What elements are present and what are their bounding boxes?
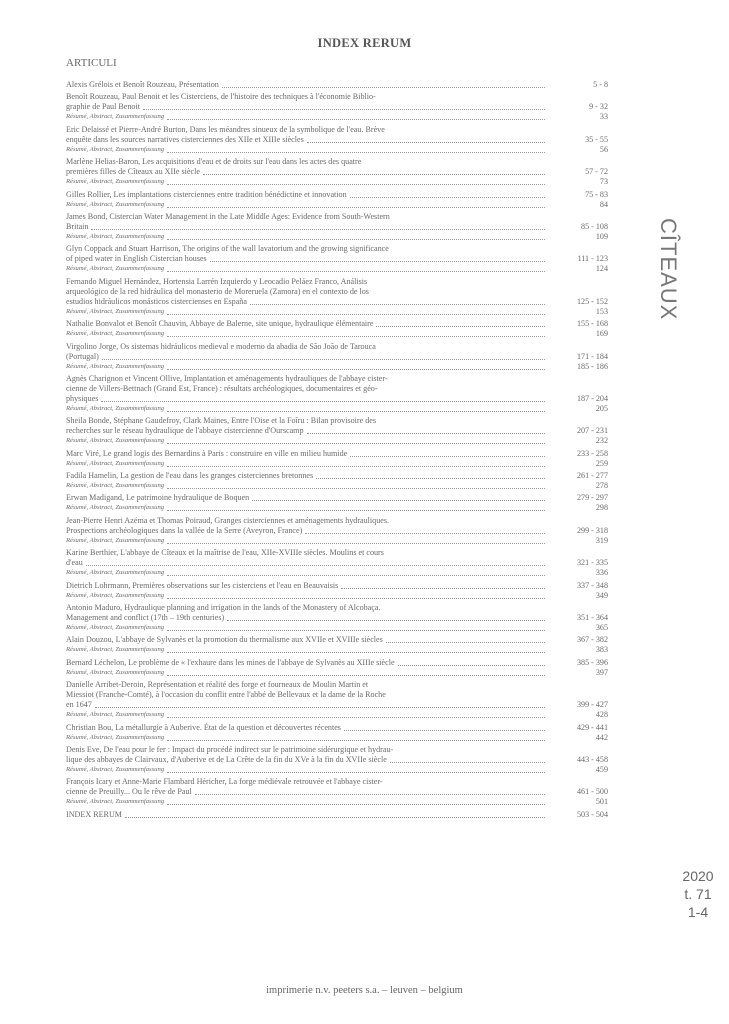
entry-text: estudios hidráulicos monásticos cistercienses en España	[66, 296, 247, 306]
page-range: 261 - 277	[576, 471, 608, 481]
dot-leader	[252, 500, 545, 501]
page-range: 169	[595, 329, 608, 339]
toc-entry	[66, 416, 608, 446]
toc-line	[66, 167, 608, 177]
toc-line	[66, 244, 608, 254]
toc-line	[66, 548, 608, 558]
entry-text: INDEX RERUM	[66, 809, 122, 819]
page-range: 428	[595, 710, 608, 720]
entry-text: Fernando Miguel Hernández, Hortensia Larrén Izquierdo y Leocadio Peláez Franco, Análisis	[66, 276, 368, 286]
toc-entry	[66, 658, 608, 678]
journal-side-title: CÎTEAUX	[656, 218, 681, 321]
dot-leader	[350, 456, 545, 457]
page-range: 443 - 458	[576, 754, 608, 764]
dot-leader	[167, 740, 545, 741]
page-range: 397	[595, 667, 608, 677]
toc-line	[66, 613, 608, 623]
toc-summary-line	[66, 733, 608, 743]
page-range: 84	[599, 199, 608, 209]
entry-text: Erwan Madigand, Le patrimoine hydraulique de Boquen	[66, 493, 250, 503]
toc-line	[66, 635, 608, 645]
toc-entry	[66, 493, 608, 513]
entry-text: Denis Eve, De l'eau pour le fer : Impact du procédé indirect sur le patrimoine sidérurgique et hydrau-	[66, 744, 394, 754]
toc-summary-line	[66, 536, 608, 546]
dot-leader	[227, 620, 545, 621]
toc-entry	[66, 125, 608, 155]
summary-label: Résumé, Abstract, Zusammenfassung	[66, 624, 165, 632]
dot-leader	[167, 804, 545, 805]
toc-summary-line	[66, 112, 608, 122]
page-range: 383	[595, 645, 608, 655]
page-range: 73	[599, 177, 608, 187]
page-range: 75 - 83	[585, 189, 608, 199]
dot-leader	[143, 109, 545, 110]
summary-label: Résumé, Abstract, Zusammenfassung	[66, 569, 165, 577]
section-heading: ARTICULI	[66, 57, 117, 69]
toc-line	[66, 297, 608, 307]
toc-line	[66, 394, 608, 404]
summary-label: Résumé, Abstract, Zusammenfassung	[66, 711, 165, 719]
toc-entry	[66, 449, 608, 469]
toc-entry	[66, 603, 608, 633]
page-range: 337 - 348	[576, 580, 608, 590]
toc-entry	[66, 471, 608, 491]
toc-line	[66, 810, 608, 820]
summary-label: Résumé, Abstract, Zusammenfassung	[66, 591, 165, 599]
toc-entry	[66, 745, 608, 775]
toc-line	[66, 212, 608, 222]
dot-leader	[167, 184, 545, 185]
dot-leader	[203, 174, 545, 175]
entry-text: arqueológico de la red hidráulica del monasterio de Moreruela (Zamora) en el contexto de los	[66, 286, 369, 296]
entry-text: Alain Douzou, L'abbaye de Sylvanès et la promotion du thermalisme aux XVIIe et XVIIIe siècles	[66, 635, 383, 645]
volume-issue: 1-4	[687, 904, 709, 920]
page-range: 298	[595, 503, 608, 513]
entry-text: Eric Delaissé et Pierre-André Burton, Dans les méandres sinueux de la symbolique de l'eau. Brève	[66, 124, 385, 134]
page-range: 56	[599, 144, 608, 154]
page-range: 299 - 318	[576, 525, 608, 535]
toc-line	[66, 135, 608, 145]
dot-leader	[101, 401, 545, 402]
dot-leader	[167, 152, 545, 153]
toc-entry	[66, 157, 608, 187]
page-range: 459	[595, 764, 608, 774]
page-range: 385 - 396	[576, 657, 608, 667]
dot-leader	[350, 197, 545, 198]
toc-line	[66, 384, 608, 394]
summary-label: Résumé, Abstract, Zusammenfassung	[66, 798, 165, 806]
toc-entry	[66, 516, 608, 546]
dot-leader	[167, 598, 545, 599]
toc-summary-line	[66, 765, 608, 775]
toc-line	[66, 700, 608, 710]
dot-leader	[167, 207, 545, 208]
dot-leader	[398, 665, 545, 666]
entry-text: Nathalie Bonvalot et Benoît Chauvin, Abbaye de Balerne, site unique, hydraulique élémentaire	[66, 319, 374, 329]
toc-summary-line	[66, 264, 608, 274]
dot-leader	[167, 488, 545, 489]
dot-leader	[167, 443, 545, 444]
toc-summary-line	[66, 797, 608, 807]
entry-text: Glyn Coppack and Stuart Harrison, The origins of the wall lavatorium and the growing significance	[66, 244, 389, 254]
toc-line	[66, 287, 608, 297]
toc-line	[66, 374, 608, 384]
page-range: 319	[595, 535, 608, 545]
toc-summary-line	[66, 145, 608, 155]
page-range: 109	[595, 231, 608, 241]
summary-label: Résumé, Abstract, Zusammenfassung	[66, 668, 165, 676]
page-range: 205	[595, 403, 608, 413]
volume-year: 2020	[682, 868, 714, 884]
page-range: 278	[595, 481, 608, 491]
toc-entry	[66, 190, 608, 210]
toc-entry	[66, 342, 608, 372]
toc-entry	[66, 777, 608, 807]
toc-line	[66, 80, 608, 90]
dot-leader	[307, 433, 545, 434]
toc-entry	[66, 548, 608, 578]
entry-text: Danielle Arribet-Deroin, Représentation et réalité des forge et fourneaux de Moulin Martin et	[66, 680, 369, 690]
dot-leader	[167, 675, 545, 676]
page-range: 399 - 427	[576, 700, 608, 710]
toc-line	[66, 723, 608, 733]
page-range: 207 - 231	[576, 426, 608, 436]
toc-line	[66, 254, 608, 264]
toc-summary-line	[66, 200, 608, 210]
dot-leader	[167, 314, 545, 315]
entry-text: Karine Berthier, L'abbaye de Cîteaux et la maîtrise de l'eau, XIIe-XVIIIe siècles. Moulins et cours	[66, 548, 384, 558]
entry-text: cienne de Preuilly... Ou le rêve de Paul	[66, 787, 192, 797]
toc-summary-line	[66, 404, 608, 414]
toc-line	[66, 157, 608, 167]
page-range: 233 - 258	[576, 448, 608, 458]
entry-text: d'eau	[66, 558, 83, 568]
dot-leader	[307, 142, 545, 143]
page-range: 5 - 8	[593, 80, 608, 89]
entry-text: Marlène Helias-Baron, Les acquisitions d'eau et de droits sur l'eau dans les actes des quatre	[66, 157, 362, 167]
page-range: 85 - 108	[581, 221, 608, 231]
page-title: INDEX RERUM	[317, 36, 412, 50]
toc-entry	[66, 92, 608, 122]
toc-line	[66, 190, 608, 200]
dot-leader	[250, 304, 545, 305]
entry-text: Christian Bou, La métallurgie à Auberive. État de la question et découvertes récentes	[66, 722, 341, 732]
toc-line	[66, 449, 608, 459]
dot-leader	[167, 543, 545, 544]
toc-summary-line	[66, 436, 608, 446]
toc-entry	[66, 80, 608, 90]
summary-label: Résumé, Abstract, Zusammenfassung	[66, 536, 165, 544]
toc-line	[66, 222, 608, 232]
toc-summary-line	[66, 459, 608, 469]
toc-entry	[66, 212, 608, 242]
summary-label: Résumé, Abstract, Zusammenfassung	[66, 459, 165, 467]
toc-line	[66, 680, 608, 690]
toc-line	[66, 581, 608, 591]
toc-entry	[66, 244, 608, 274]
summary-label: Résumé, Abstract, Zusammenfassung	[66, 200, 165, 208]
dot-leader	[95, 707, 545, 708]
summary-label: Résumé, Abstract, Zusammenfassung	[66, 437, 165, 445]
summary-label: Résumé, Abstract, Zusammenfassung	[66, 232, 165, 240]
toc-line	[66, 342, 608, 352]
entry-text: Prospections archéologiques dans la vallée de la Serre (Aveyron, France)	[66, 525, 303, 535]
page-range: 429 - 441	[576, 722, 608, 732]
dot-leader	[376, 326, 545, 327]
entry-text: Gilles Rollier, Les implantations cisterciennes entre tradition bénédictine et innovation	[66, 189, 347, 199]
dot-leader	[195, 794, 545, 795]
dot-leader	[102, 359, 545, 360]
dot-leader	[167, 652, 545, 653]
page-range: 501	[595, 797, 608, 807]
entry-text: of piped water in English Cistercian houses	[66, 254, 207, 264]
toc-line	[66, 603, 608, 613]
page-range: 33	[599, 112, 608, 122]
toc-summary-line	[66, 481, 608, 491]
toc-summary-line	[66, 177, 608, 187]
dot-leader	[222, 87, 545, 88]
toc-line	[66, 125, 608, 135]
dot-leader	[167, 772, 545, 773]
dot-leader	[316, 478, 545, 479]
dot-leader	[167, 630, 545, 631]
dot-leader	[210, 261, 545, 262]
summary-label: Résumé, Abstract, Zusammenfassung	[66, 404, 165, 412]
entry-text: (Portugal)	[66, 351, 99, 361]
dot-leader	[167, 717, 545, 718]
toc-line	[66, 658, 608, 668]
entry-text: premières filles de Cîteaux au XIIe siècle	[66, 167, 200, 177]
page-range: 232	[595, 436, 608, 446]
entry-text: Fadila Hamelin, La gestion de l'eau dans les granges cisterciennes bretonnes	[66, 471, 314, 481]
dot-leader	[167, 271, 545, 272]
dot-leader	[125, 817, 545, 818]
toc-line	[66, 787, 608, 797]
dot-leader	[167, 336, 545, 337]
entry-text: Bernard Léchelon, Le problème de « l'exhaure dans les mines de l'abbaye de Sylvanès au XIIIe siècle	[66, 657, 395, 667]
entry-text: Sheila Bonde, Stéphane Gaudefroy, Clark Maines, Entre l'Oise et la Foîru : Bilan provisoire des	[66, 416, 377, 426]
entry-text: Marc Viré, Le grand logis des Bernardins à Paris : construire en ville en milieu humide	[66, 448, 348, 458]
page-range: 442	[595, 732, 608, 742]
dot-leader	[167, 411, 545, 412]
toc-line	[66, 777, 608, 787]
entry-text: Antonio Maduro, Hydraulique planning and irrigation in the lands of the Monastery of Alcobaça.	[66, 603, 381, 613]
volume-tome: t. 71	[684, 886, 712, 902]
dot-leader	[167, 510, 545, 511]
toc-entry	[66, 277, 608, 317]
entry-text: enquête dans les sources narratives cisterciennes des XIIe et XIIIe siècles	[66, 134, 304, 144]
summary-label: Résumé, Abstract, Zusammenfassung	[66, 765, 165, 773]
toc-summary-line	[66, 329, 608, 339]
toc-summary-line	[66, 503, 608, 513]
toc-line	[66, 319, 608, 329]
page-range: 367 - 382	[576, 635, 608, 645]
dot-leader	[167, 239, 545, 240]
table-of-contents	[66, 80, 608, 820]
entry-text: Dietrich Lohrmann, Premières observations sur les cisterciens et l'eau en Beauvaisis	[66, 580, 339, 590]
dot-leader	[305, 533, 545, 534]
entry-text: lique des abbayes de Clairvaux, d'Auberive et de La Crête de la fin du XVe à la fin du XVIIe siècle	[66, 754, 387, 764]
toc-summary-line	[66, 568, 608, 578]
page-range: 259	[595, 458, 608, 468]
toc-line	[66, 526, 608, 536]
summary-label: Résumé, Abstract, Zusammenfassung	[66, 504, 165, 512]
toc-line	[66, 745, 608, 755]
toc-summary-line	[66, 623, 608, 633]
toc-summary-line	[66, 362, 608, 372]
toc-line	[66, 493, 608, 503]
toc-entry	[66, 374, 608, 414]
toc-entry	[66, 581, 608, 601]
toc-summary-line	[66, 710, 608, 720]
dot-leader	[86, 565, 545, 566]
summary-label: Résumé, Abstract, Zusammenfassung	[66, 362, 165, 370]
page-range: 187 - 204	[576, 393, 608, 403]
summary-label: Résumé, Abstract, Zusammenfassung	[66, 178, 165, 186]
entry-text: physiques	[66, 393, 99, 403]
page-range: 336	[595, 568, 608, 578]
entry-text: Jean-Pierre Henri Azéma et Thomas Poiraud, Granges cisterciennes et aménagements hydrauliques.	[66, 515, 390, 525]
entry-text: François Icary et Anne-Marie Flambard Héricher, La forge médiévale retrouvée et l'abbaye cister-	[66, 777, 383, 787]
toc-summary-line	[66, 645, 608, 655]
toc-line	[66, 558, 608, 568]
toc-summary-line	[66, 232, 608, 242]
toc-entry	[66, 635, 608, 655]
summary-label: Résumé, Abstract, Zusammenfassung	[66, 482, 165, 490]
toc-summary-line	[66, 307, 608, 317]
dot-leader	[386, 642, 545, 643]
page-range: 155 - 168	[576, 319, 608, 329]
summary-label: Résumé, Abstract, Zusammenfassung	[66, 330, 165, 338]
summary-label: Résumé, Abstract, Zusammenfassung	[66, 307, 165, 315]
dot-leader	[167, 119, 545, 120]
page-range: 171 - 184	[576, 351, 608, 361]
page-range: 461 - 500	[576, 787, 608, 797]
toc-summary-line	[66, 668, 608, 678]
toc-entry	[66, 319, 608, 339]
entry-text: Agnès Charignon et Vincent Ollive, Implantation et aménagements hydrauliques de l'abbaye cister-	[66, 373, 388, 383]
entry-text: Management and conflict (17th – 19th centuries)	[66, 613, 225, 623]
page-range: 111 - 123	[577, 254, 608, 264]
entry-text: Virgolino Jorge, Os sistemas hidráulicos medieval e moderno da abadia de São João de Tarouca	[66, 341, 376, 351]
page-range: 503 - 504	[576, 809, 608, 819]
dot-leader	[341, 588, 545, 589]
entry-text: Miessiot (Franche-Comté), à l'occasion du conflit entre l'abbé de Bellevaux et la dame de la Roche	[66, 690, 386, 700]
dot-leader	[91, 229, 545, 230]
page-range: 185 - 186	[576, 361, 608, 371]
toc-line	[66, 416, 608, 426]
toc-line	[66, 690, 608, 700]
toc-line	[66, 277, 608, 287]
entry-text: Alexis Grélois et Benoît Rouzeau, Présentation	[66, 80, 219, 89]
dot-leader	[167, 369, 545, 370]
toc-entry	[66, 680, 608, 720]
page-range: 153	[595, 306, 608, 316]
page-range: 349	[595, 590, 608, 600]
toc-line	[66, 102, 608, 112]
toc-line	[66, 352, 608, 362]
page-range: 279 - 297	[576, 493, 608, 503]
entry-text: en 1647	[66, 700, 92, 710]
dot-leader	[167, 466, 545, 467]
toc-entry	[66, 810, 608, 820]
entry-text: Britain	[66, 221, 89, 231]
printer-footer: imprimerie n.v. peeters s.a. – leuven – belgium	[266, 985, 463, 996]
entry-text: cienne de Villers-Bettnach (Grand Est, France) : résultats archéologiques, documentaires et géo-	[66, 383, 378, 393]
summary-label: Résumé, Abstract, Zusammenfassung	[66, 733, 165, 741]
summary-label: Résumé, Abstract, Zusammenfassung	[66, 646, 165, 654]
page-range: 9 - 32	[589, 102, 608, 112]
entry-text: graphie de Paul Benoit	[66, 102, 140, 112]
entry-text: Benoît Rouzeau, Paul Benoit et les Cisterciens, de l'histoire des techniques à l'économie Biblio-	[66, 92, 376, 102]
entry-text: James Bond, Cistercian Water Management in the Late Middle Ages: Evidence from South-Western	[66, 211, 390, 221]
toc-line	[66, 92, 608, 102]
toc-line	[66, 516, 608, 526]
toc-summary-line	[66, 591, 608, 601]
page-range: 125 - 152	[576, 296, 608, 306]
page-range: 35 - 55	[585, 134, 608, 144]
summary-label: Résumé, Abstract, Zusammenfassung	[66, 265, 165, 273]
dot-leader	[390, 762, 545, 763]
toc-line	[66, 471, 608, 481]
summary-label: Résumé, Abstract, Zusammenfassung	[66, 113, 165, 121]
summary-label: Résumé, Abstract, Zusammenfassung	[66, 145, 165, 153]
page-range: 321 - 335	[576, 558, 608, 568]
page-range: 57 - 72	[585, 167, 608, 177]
dot-leader	[344, 730, 545, 731]
toc-entry	[66, 723, 608, 743]
page-range: 365	[595, 623, 608, 633]
toc-line	[66, 426, 608, 436]
dot-leader	[167, 575, 545, 576]
entry-text: recherches sur le réseau hydraulique de l'abbaye cistercienne d'Ourscamp	[66, 426, 304, 436]
toc-line	[66, 755, 608, 765]
page-range: 124	[595, 264, 608, 274]
page-range: 351 - 364	[576, 613, 608, 623]
